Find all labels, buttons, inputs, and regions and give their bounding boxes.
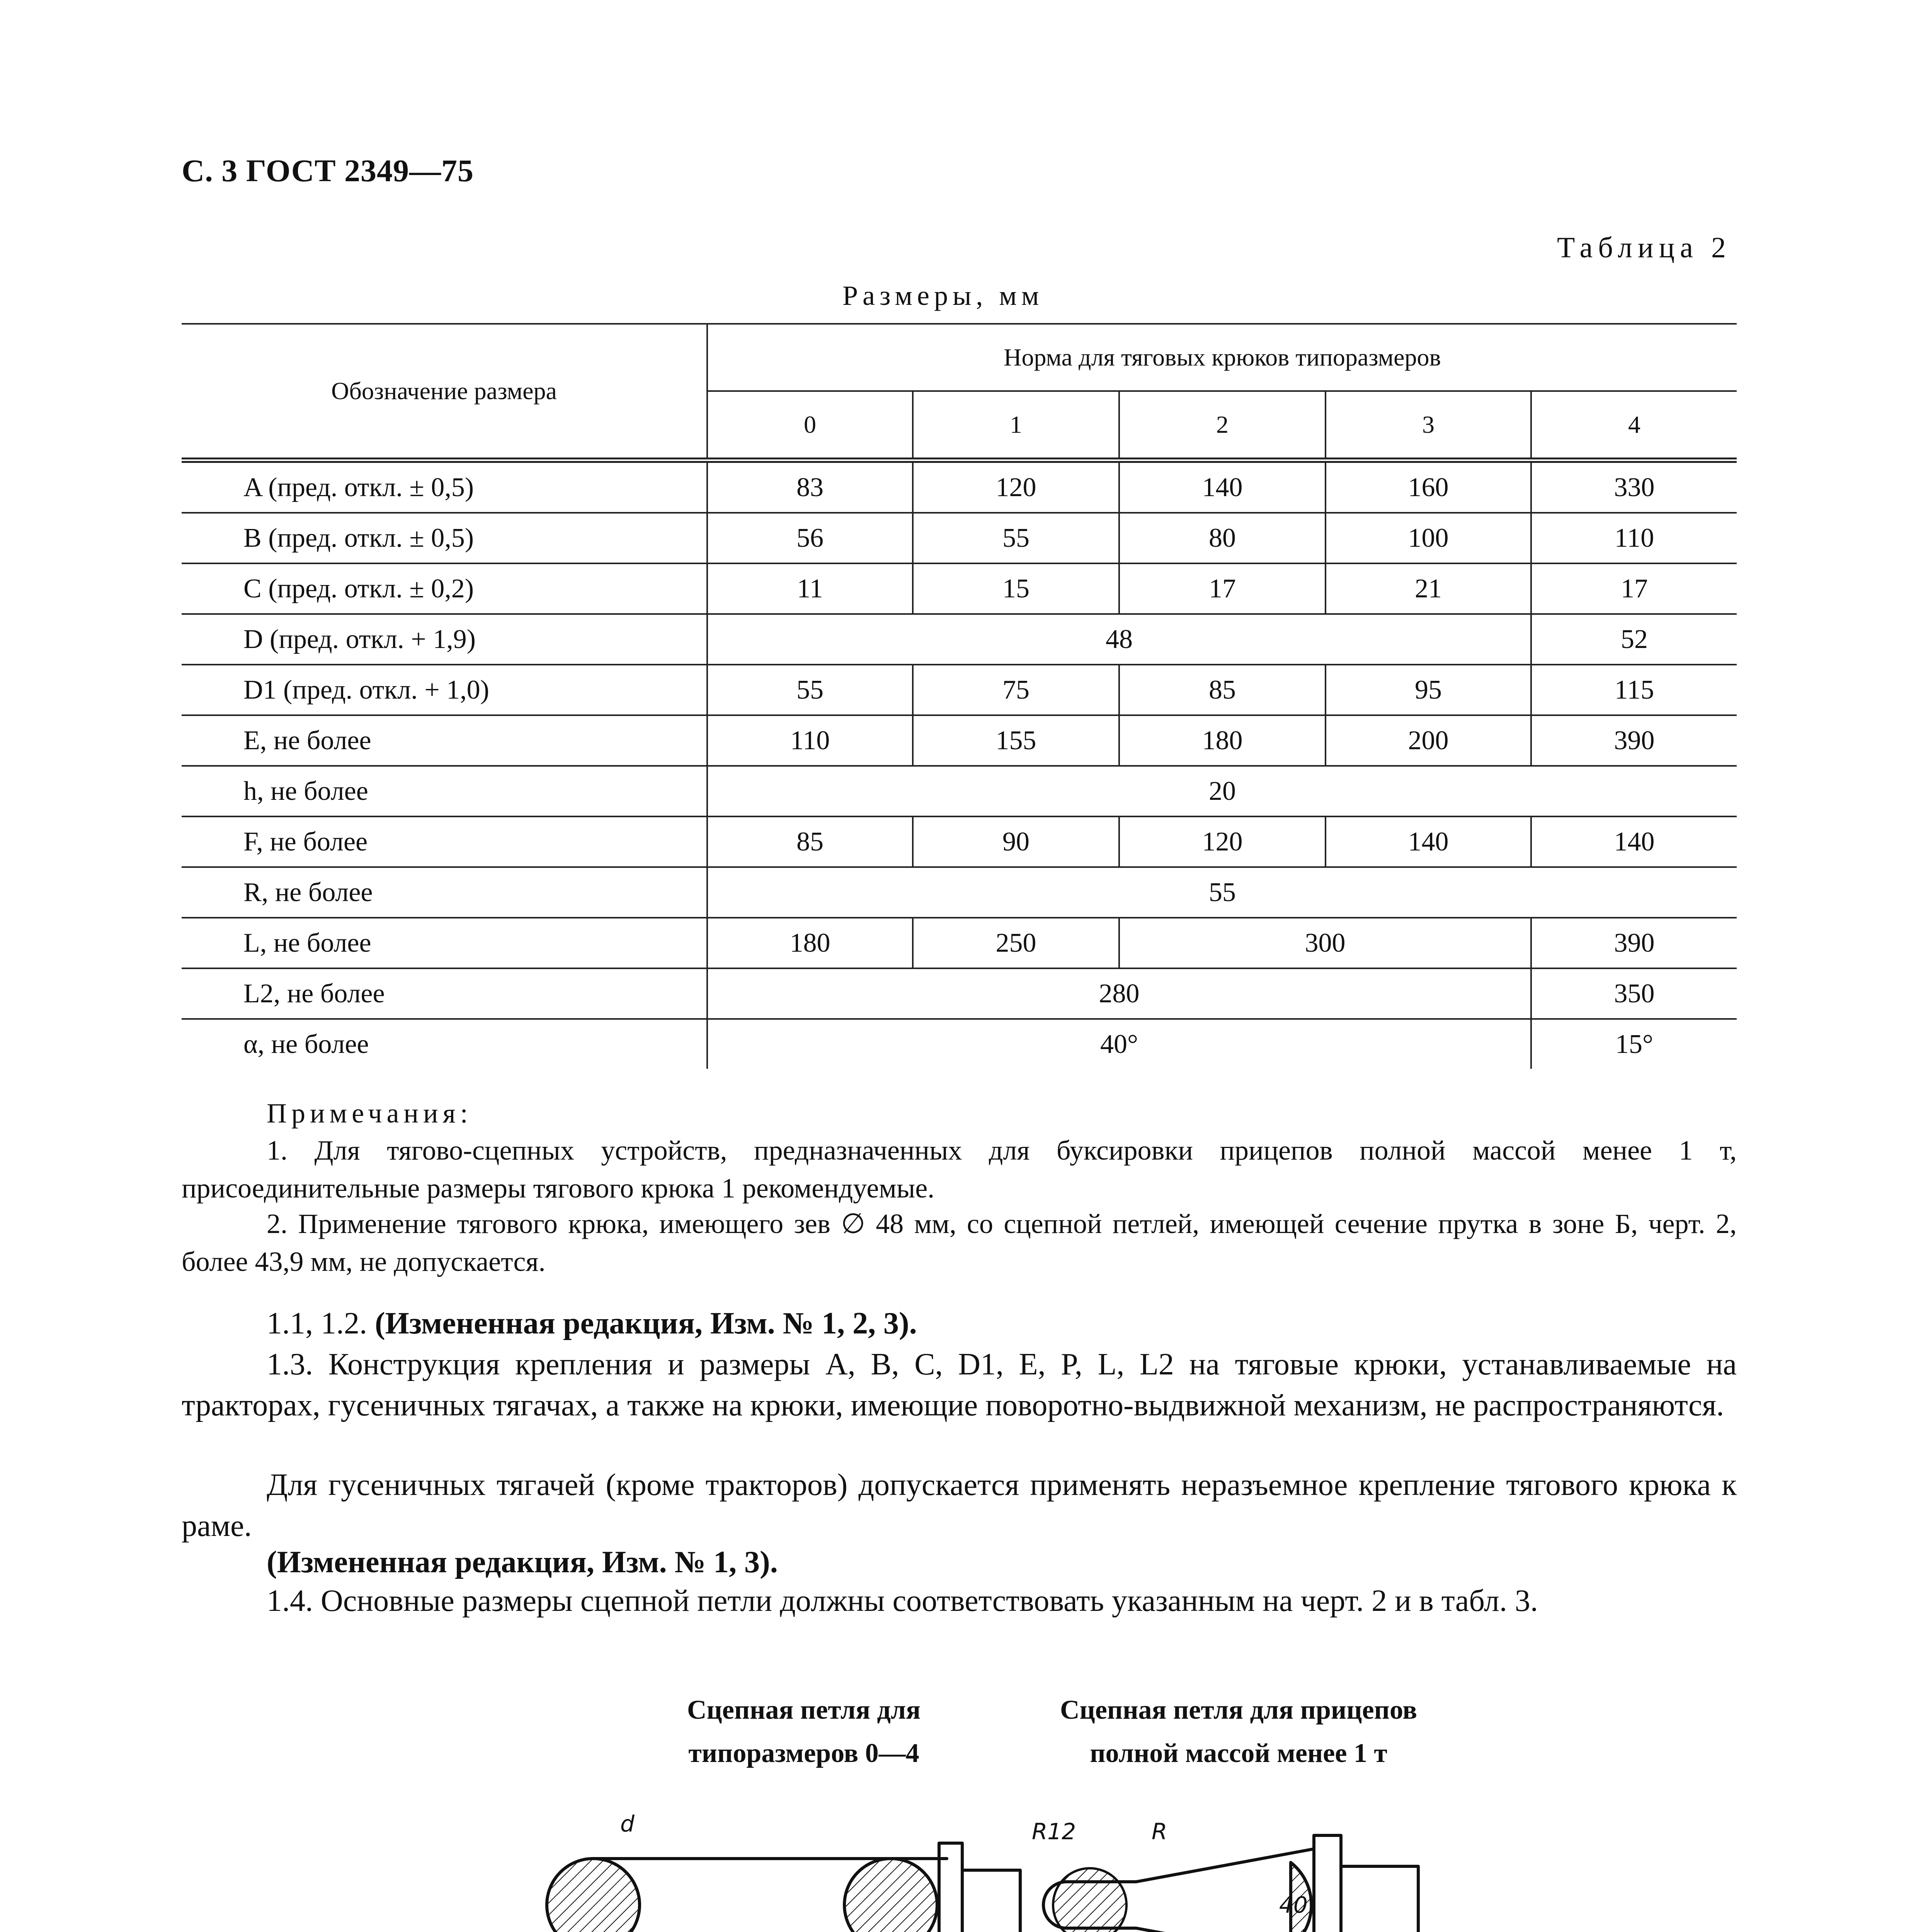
page-header: С. 3 ГОСТ 2349—75	[182, 153, 474, 188]
table-cell: 140	[1326, 816, 1531, 867]
note-2: 2. Применение тягового крюка, имеющего зев ∅ 48 мм, со сцепной петлей, имеющей сечение прутка в зоне Б, черт. 2, более 43,9 мм, не допускается.	[182, 1208, 1737, 1277]
table-cell: 55	[707, 665, 913, 715]
row-label: L, не более	[182, 918, 707, 968]
table-cell: 48	[707, 614, 1531, 665]
size-header-3: 3	[1326, 391, 1531, 460]
table-row	[182, 665, 1737, 715]
table-cell: 80	[1119, 513, 1326, 563]
col-header-designation: Обозначение размера	[182, 324, 707, 460]
paragraph-1-4: 1.4. Основные размеры сцепной петли должны соответствовать указанным на черт. 2 и в табл. 3.	[267, 1584, 1538, 1618]
technical-drawing	[533, 1774, 1492, 1932]
row-label: D1 (пред. откл. + 1,0)	[182, 665, 707, 715]
figure-title-left-line1: Сцепная петля для	[687, 1695, 921, 1725]
figure-title-right-line1: Сцепная петля для прицепов	[1060, 1695, 1417, 1725]
table-row	[182, 715, 1737, 766]
row-label: α, не более	[182, 1019, 707, 1069]
table-row	[182, 614, 1737, 665]
paragraph-1-1-amendment: (Измененная редакция, Изм. № 1, 2, 3).	[375, 1306, 917, 1340]
figure-title-left-line2: типоразмеров 0—4	[688, 1738, 919, 1768]
table-cell: 55	[913, 513, 1119, 563]
table-row	[182, 1019, 1737, 1069]
paragraph-1-3-b: Для гусеничных тягачей (кроме тракторов) допускается применять неразъемное крепление тягового крюка к раме.	[182, 1468, 1737, 1543]
table-cell: 52	[1531, 614, 1737, 665]
table-cell: 120	[1119, 816, 1326, 867]
table-cell: 390	[1531, 715, 1737, 766]
table-cell: 90	[913, 816, 1119, 867]
row-label: h, не более	[182, 766, 707, 816]
table-cell: 155	[913, 715, 1119, 766]
table-row	[182, 563, 1737, 614]
label-dim-40: 40	[1279, 1892, 1308, 1918]
table-cell: 180	[707, 918, 913, 968]
table-cell: 140	[1119, 460, 1326, 513]
table-cell: 330	[1531, 460, 1737, 513]
table-cell: 110	[1531, 513, 1737, 563]
row-label: D (пред. откл. + 1,9)	[182, 614, 707, 665]
table-row	[182, 968, 1737, 1019]
notes-title: Примечания:	[267, 1098, 473, 1129]
table-cell: 120	[913, 460, 1119, 513]
table-row	[182, 918, 1737, 968]
paragraph-1-1	[267, 1303, 917, 1344]
loop-top-view-right	[1043, 1835, 1418, 1932]
col-header-group: Норма для тяговых крюков типоразмеров	[707, 324, 1737, 391]
paragraph-1-3: 1.3. Конструкция крепления и размеры A, B, C, D1, E, P, L, L2 на тяговые крюки, устанавливаемые на тракторах, гусеничных тягачах, а также на крюки, имеющие поворотно-выдвижной механизм, не распространяются.	[182, 1347, 1737, 1422]
table-cell: 83	[707, 460, 913, 513]
size-header-2: 2	[1119, 391, 1326, 460]
table-cell: 110	[707, 715, 913, 766]
label-r: R	[1152, 1818, 1167, 1845]
table-cell: 11	[707, 563, 913, 614]
label-r12: R12	[1032, 1818, 1076, 1845]
table-cell: 15°	[1531, 1019, 1737, 1069]
table-cell: 200	[1326, 715, 1531, 766]
table-cell: 180	[1119, 715, 1326, 766]
table-cell: 85	[1119, 665, 1326, 715]
table-cell: 15	[913, 563, 1119, 614]
table-cell: 56	[707, 513, 913, 563]
figure-title-right-line2: полной массой менее 1 т	[1090, 1738, 1387, 1768]
row-label: R, не более	[182, 867, 707, 918]
size-header-0: 0	[707, 391, 913, 460]
table-row	[182, 867, 1737, 918]
row-label: A (пред. откл. ± 0,5)	[182, 460, 707, 513]
dimensions-table	[182, 323, 1737, 1069]
table-cell: 300	[1119, 918, 1531, 968]
table-cell: 115	[1531, 665, 1737, 715]
table-cell: 20	[707, 766, 1737, 816]
table-cell: 55	[707, 867, 1737, 918]
row-label: F, не более	[182, 816, 707, 867]
row-label: E, не более	[182, 715, 707, 766]
size-header-4: 4	[1531, 391, 1737, 460]
table-cell: 350	[1531, 968, 1737, 1019]
paragraph-1-1-prefix: 1.1, 1.2.	[267, 1306, 375, 1340]
table-cell: 250	[913, 918, 1119, 968]
table-cell: 160	[1326, 460, 1531, 513]
loop-top-view-left	[547, 1843, 1020, 1932]
note-1: 1. Для тягово-сцепных устройств, предназначенных для буксировки прицепов полной массой менее 1 т, присоединительные размеры тягового крюка 1 рекомендуемые.	[182, 1135, 1737, 1204]
table-cell: 21	[1326, 563, 1531, 614]
table-cell: 85	[707, 816, 913, 867]
table-row	[182, 460, 1737, 513]
figure-title-right	[997, 1689, 1480, 1775]
table-cell: 17	[1531, 563, 1737, 614]
table-cell: 40°	[707, 1019, 1531, 1069]
table-cell: 17	[1119, 563, 1326, 614]
table-caption: Таблица 2	[1557, 231, 1731, 264]
label-d: d	[620, 1811, 635, 1837]
size-header-1: 1	[913, 391, 1119, 460]
table-units: Размеры, мм	[842, 280, 1044, 311]
table-cell: 95	[1326, 665, 1531, 715]
table-row	[182, 513, 1737, 563]
table-cell: 75	[913, 665, 1119, 715]
row-label: C (пред. откл. ± 0,2)	[182, 563, 707, 614]
table-cell: 140	[1531, 816, 1737, 867]
table-row	[182, 816, 1737, 867]
table-cell: 390	[1531, 918, 1737, 968]
row-label: L2, не более	[182, 968, 707, 1019]
table-cell: 100	[1326, 513, 1531, 563]
table-cell: 280	[707, 968, 1531, 1019]
paragraph-1-3-amendment: (Измененная редакция, Изм. № 1, 3).	[267, 1545, 778, 1579]
figure-title-left	[634, 1689, 974, 1775]
table-row	[182, 766, 1737, 816]
row-label: B (пред. откл. ± 0,5)	[182, 513, 707, 563]
